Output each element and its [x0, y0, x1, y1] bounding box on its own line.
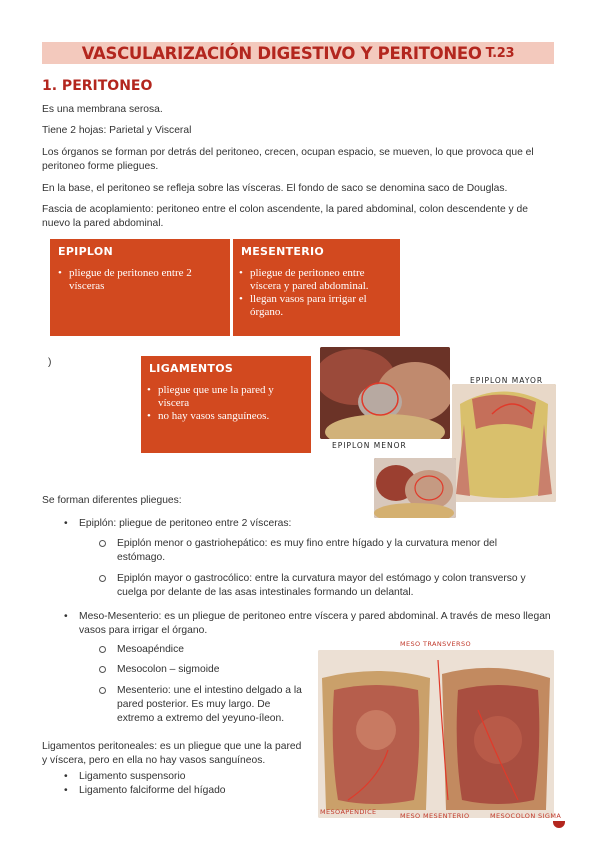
bullet-epiplon — [64, 517, 539, 531]
mesenterio-box — [233, 239, 400, 336]
epiplon-box — [50, 239, 230, 336]
epiplon-mayor-illustration — [452, 384, 556, 502]
ligamento-item — [64, 770, 299, 784]
topic-number: T.23 — [485, 45, 515, 61]
box-title: MESENTERIO — [241, 245, 325, 258]
sub-bullet-circle — [99, 666, 106, 673]
sub-bullet-text: Mesoapéndice — [117, 644, 184, 655]
box-title: EPIPLON — [58, 245, 114, 258]
ligamentos-box — [141, 356, 311, 453]
ligamentos-text: Ligamentos peritoneales: es un pliegue que une la pared y víscera, pero en ella no hay vasos sanguíneos. — [42, 741, 302, 766]
sub-bullet — [117, 643, 307, 657]
bullet-text: Ligamento suspensorio — [79, 771, 186, 782]
sub-bullet-circle — [99, 540, 106, 547]
annotation-mesoapendice: MESOAPENDICE — [320, 808, 377, 816]
title-bar — [42, 42, 554, 64]
bullet-text: Ligamento falciforme del hígado — [79, 785, 226, 796]
bullet-text: Meso-Mesenterio: es un pliegue de peritoneo entre víscera y pared abdominal. A través de meso llegan vasos para irrigar el órgano. — [79, 611, 551, 636]
mesenterio-illustration — [318, 650, 554, 818]
annotation-meso-mesenterio: MESO MESENTERIO — [400, 812, 470, 820]
sub-bullet-text: Mesocolon – sigmoide — [117, 664, 220, 675]
box-title: LIGAMENTOS — [149, 362, 234, 375]
section-heading: 1. PERITONEO — [42, 78, 153, 94]
sub-bullet — [117, 537, 537, 565]
document-title: VASCULARIZACIÓN DIGESTIVO Y PERITONEO — [81, 43, 482, 63]
pliegues-intro: Se forman diferentes pliegues: — [42, 495, 182, 506]
sub-bullet — [117, 572, 542, 600]
sub-bullet-text: Epiplón menor o gastriohepático: es muy fino entre hígado y la curvatura menor del estómago. — [117, 538, 498, 563]
bullet-text: Epiplón: pliegue de peritoneo entre 2 vísceras: — [79, 518, 292, 529]
annotation-epiplon-menor: EPIPLON MENOR — [332, 441, 407, 450]
annotation-epiplon-mayor: EPIPLON MAYOR — [470, 376, 544, 385]
sub-bullet — [117, 684, 307, 726]
viscera-illustration — [374, 458, 456, 518]
paragraph: En la base, el peritoneo se refleja sobre las vísceras. El fondo de saco se denomina saco de Douglas. — [42, 183, 508, 194]
sub-bullet-circle — [99, 575, 106, 582]
paragraph: Los órganos se forman por detrás del peritoneo, crecen, ocupan espacio, se mueven, lo que provoca que el peritoneo forme pliegues. — [42, 147, 534, 172]
paragraph: Es una membrana serosa. — [42, 104, 163, 115]
bullet-dot: • — [64, 518, 68, 529]
sub-bullet — [117, 663, 307, 677]
paragraph: Tiene 2 hojas: Parietal y Visceral — [42, 125, 192, 136]
paragraph: Fascia de acoplamiento: peritoneo entre el colon ascendente, la pared abdominal, colon descendente y de nuevo la pared abdominal. — [42, 204, 528, 229]
bullet-dot: • — [64, 611, 68, 622]
bullet-dot: • — [64, 771, 68, 782]
box-item: • llegan vasos para irrigar el órgano. — [239, 293, 395, 318]
sub-bullet-text: Mesenterio: une el intestino delgado a la pared posterior. Es muy largo. De extremo a extremo del yeyuno-íleon. — [117, 685, 302, 724]
annotation-mesocolon-sigma: MESOCOLON SIGMA — [490, 812, 562, 820]
annotation-meso-transverso: MESO TRANSVERSO — [400, 640, 471, 648]
bullet-meso — [64, 610, 559, 638]
sub-bullet-circle — [99, 687, 106, 694]
box-item: • no hay vasos sanguíneos. — [147, 410, 307, 423]
epiplon-menor-illustration — [320, 347, 450, 439]
bullet-dot: • — [64, 785, 68, 796]
sub-bullet-text: Epiplón mayor o gastrocólico: entre la curvatura mayor del estómago y colon transverso y cuelga por delante de las asas intestinales formando un delantal. — [117, 573, 526, 598]
sub-bullet-circle — [99, 646, 106, 653]
ligamento-item — [64, 784, 299, 798]
stray-mark: ) — [48, 357, 52, 368]
box-item: • pliegue de peritoneo entre víscera y pared abdominal. — [239, 267, 395, 292]
box-item: • pliegue que une la pared y víscera — [147, 384, 307, 409]
box-item: • pliegue de peritoneo entre 2 vísceras — [58, 267, 224, 292]
cup-logo-icon — [553, 821, 565, 828]
